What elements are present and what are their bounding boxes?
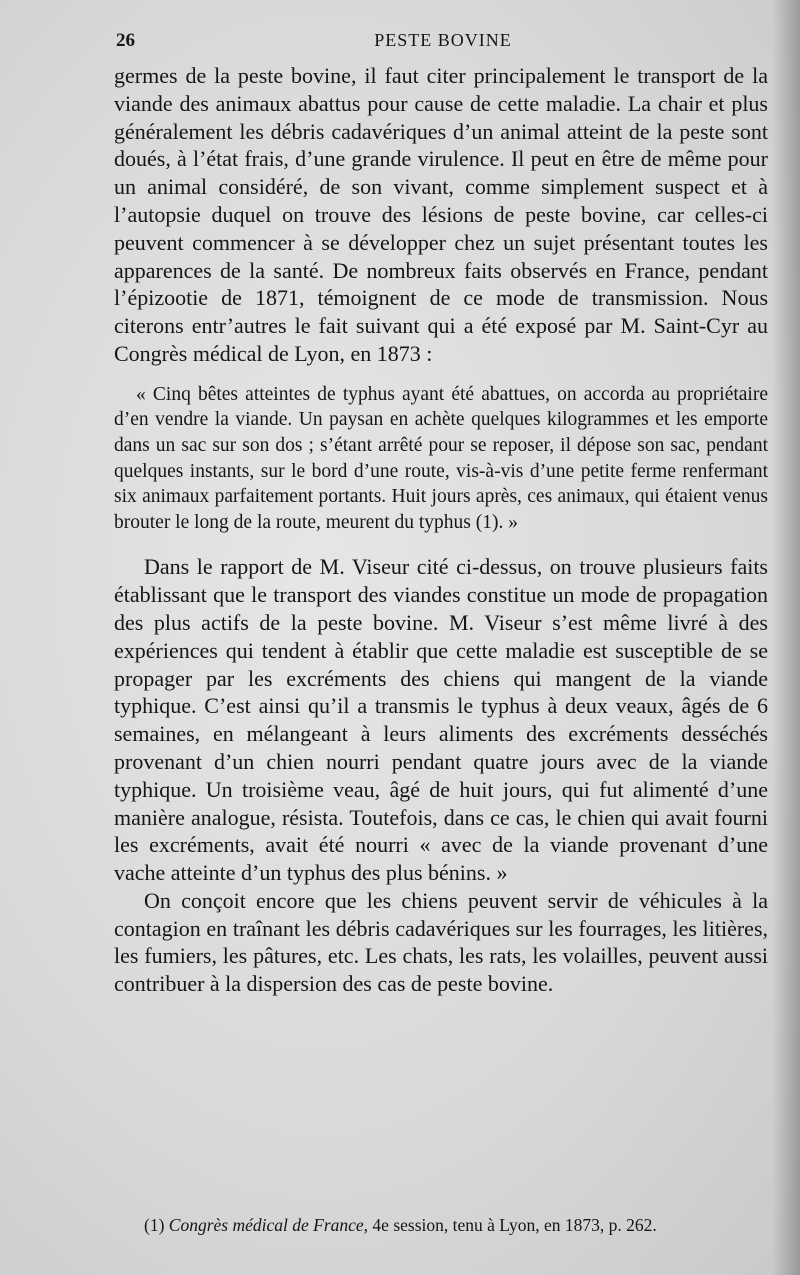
block-quote: « Cinq bêtes atteintes de typhus ayant été abattues, on accorda au propriétaire d’en vendre la viande. Un paysan en achète quelques kilogrammes et les emporte dans un sac sur son dos ; s’étant arrêté pour se reposer, il dépose son sac, pendant quelques instants, sur le bord d’une route, vis-à-vis d’une petite ferme renfermant six animaux parfaitement portants. Huit jours après, ces animaux, qui étaient venus brouter le long de la route, meurent du typhus (1). »: [114, 383, 768, 533]
paragraph-dogs-contagion: On conçoit encore que les chiens peuvent servir de véhicules à la contagion en traînant les débris cadavériques sur les fourrages, les litières, les fumiers, les pâtures, etc. Les chats, les rats, les volailles, peuvent aussi contribuer à la dispersion des cas de peste bovine.: [114, 887, 768, 997]
paragraph-viseur-report: Dans le rapport de M. Viseur cité ci-dessus, on trouve plusieurs faits établissant que le transport des viandes constitue un mode de propagation des plus actifs de la peste bovine. M. Viseur s’est même livré à des expériences qui tendent à établir que cette maladie est susceptible de se propager par les excréments des chiens qui mangent de la viande typhique. C’est ainsi qu’il a transmis le typhus à deux veaux, âgés de 6 semaines, en mélangeant à leurs aliments des excréments desséchés provenant d’un chien nourri pendant quatre jours avec de la viande typhique. Un troisième veau, âgé de huit jours, qui fut alimenté d’une manière analogue, résista. Toutefois, dans ce cas, le chien qui avait fourni les excréments, avait été nourri « avec de la viande provenant d’une vache atteinte d’un typhus des plus bénins. »: [114, 554, 768, 886]
footnote-marker: (1): [144, 1215, 165, 1235]
paragraph-opening: germes de la peste bovine, il faut citer principalement le transport de la viande des animaux abattus pour cause de cette maladie. La chair et plus généralement les débris cadavériques d’un animal atteint de la peste sont doués, à l’état frais, d’une grande virulence. Il peut en être de même pour un animal considéré, de son vivant, comme simplement suspect et à l’autopsie duquel on trouve des lésions de peste bovine, car celles-ci peuvent commencer à se développer chez un sujet présentant toutes les apparences de la santé. De nombreux faits observés en France, pendant l’épizootie de 1871, témoignent de ce mode de transmission. Nous citerons entr’autres le fait suivant qui a été exposé par M. Saint-Cyr au Congrès médical de Lyon, en 1873 :: [114, 63, 768, 366]
running-head: [116, 30, 770, 54]
footnote-source-title: Congrès médical de France,: [168, 1215, 369, 1235]
running-title: PESTE BOVINE: [374, 30, 512, 50]
page-number: 26: [116, 30, 135, 51]
footnote: [114, 1214, 778, 1236]
body-text: [114, 62, 768, 998]
footnote-details: 4e session, tenu à Lyon, en 1873, p. 262.: [372, 1215, 657, 1235]
